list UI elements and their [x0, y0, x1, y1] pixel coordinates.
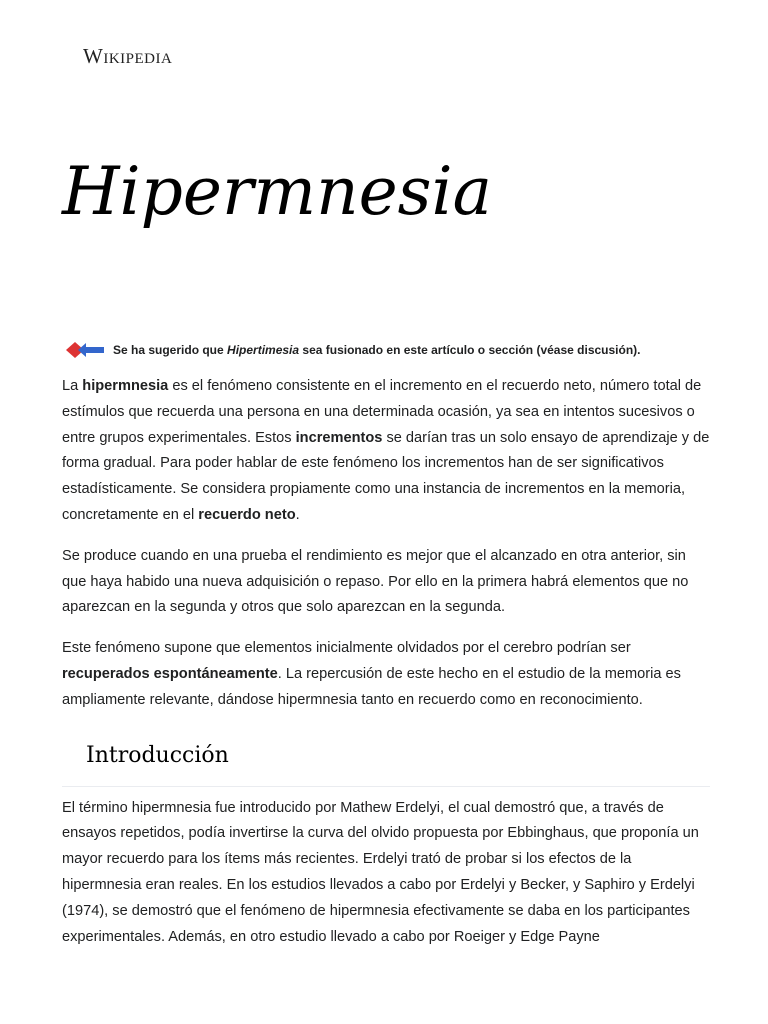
article-body — [62, 374, 710, 965]
merge-notice — [66, 340, 706, 360]
merge-arrows-icon — [66, 340, 106, 360]
bold-term-incrementos: incrementos — [295, 429, 383, 446]
page-title: Hipermnesia — [62, 153, 492, 230]
paragraph-third: Este fenómeno supone que elementos inicialmente olvidados por el cerebro podrían ser recuperados espontáneamente. La repercusión de este hecho en el estudio de la memoria es ampliamente relevante, dándose hipermnesia tanto en recuerdo como en reconocimiento. — [62, 640, 681, 708]
merge-notice-text: Se ha sugerido que Hipertimesia sea fusionado en este artículo o sección (véase discusión). — [113, 343, 641, 357]
section-heading-introduccion[interactable]: Introducción — [62, 741, 710, 787]
bold-term-hipermnesia: hipermnesia — [82, 378, 169, 394]
bold-term-recuerdo-neto: recuerdo neto — [198, 506, 296, 523]
paragraph-introduccion: El término hipermnesia fue introducido por Mathew Erdelyi, el cual demostró que, a través de ensayos repetidos, podía invertirse la curva del olvido propuesta por Ebbinghaus, que proponía un mayor recuerdo para los ítems más recientes. Erdelyi trató de probar si los efectos de la hipermnesia eran reales. En los estudios llevados a cabo por Erdelyi y Becker, y Saphiro y Erdelyi (1974), se demostró que el fenómeno de hipermnesia efectivamente se daba en los participantes experimentales. Además, en otro estudio llevado a cabo por Roeiger y Edge Payne — [62, 799, 699, 945]
merge-article-link[interactable]: Hipertimesia — [227, 343, 300, 357]
paragraph-intro: La hipermnesia es el fenómeno consistente en el incremento en el recuerdo neto, número total de estímulos que recuerda una persona en una determinada ocasión, ya sea en intentos sucesivos o entre grupos experimentales. Estos incrementos se darían tras un solo ensayo de aprendizaje y de forma gradual. Para poder hablar de este fenómeno los incrementos han de ser significativos estadísticamente. Se considera propiamente como una instancia de incrementos en la memoria, concretamente en el recuerdo neto. — [62, 378, 710, 523]
paragraph-second: Se produce cuando en una prueba el rendimiento es mejor que el alcanzado en otra anterior, sin que haya habido una nueva adquisición o repaso. Por ello en la primera habrá elementos que no aparezcan en la segunda y otros que solo aparezcan en la segunda. — [62, 547, 689, 616]
bold-term-recuperados: recuperados espontáneamente — [62, 665, 278, 682]
wikipedia-logo[interactable]: Wikipedia — [83, 44, 173, 68]
